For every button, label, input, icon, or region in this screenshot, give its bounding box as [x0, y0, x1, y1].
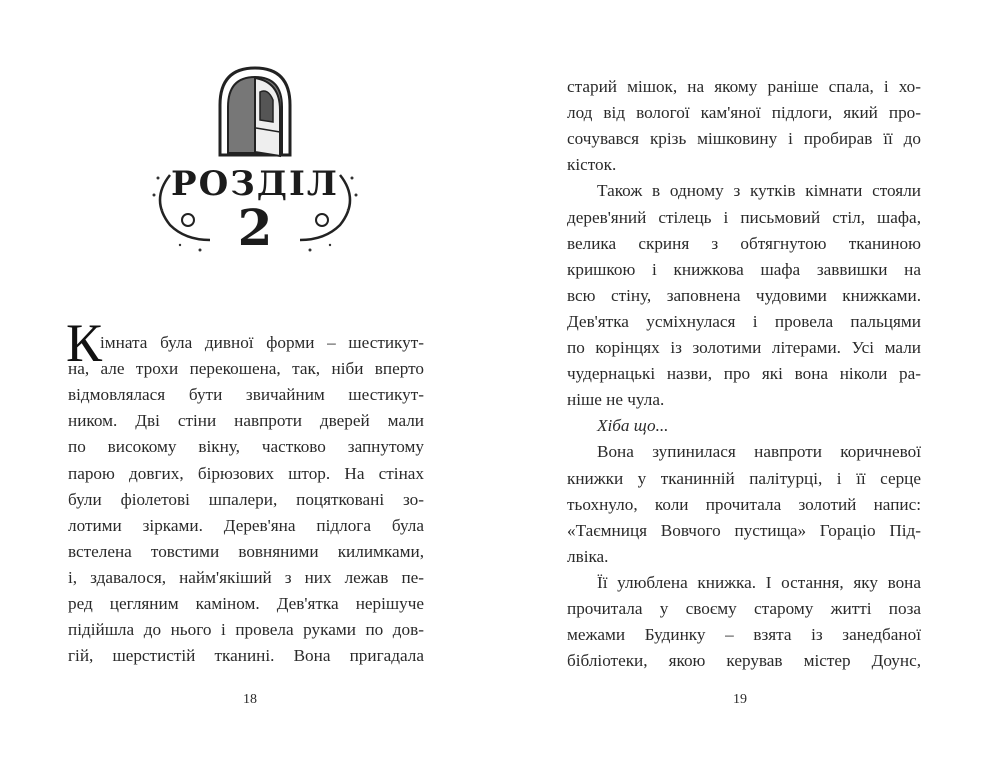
text-line: дерев'яний стілець і письмовий стіл, шафа,: [567, 207, 921, 227]
text-line: книжки у тканинній палітурці, і її серце: [567, 468, 921, 488]
text-line: межами Будинку – взята із занедбаної: [567, 625, 921, 645]
text-line: ніше не чула.: [567, 390, 665, 410]
text-line: парою довгих, бірюзових штор. На стінах: [68, 463, 424, 483]
left-page: [0, 0, 495, 762]
text-line: і, здавалося, найм'якіший з них лежав пе-: [68, 567, 424, 587]
text-line: Хіба що...: [597, 416, 669, 436]
text-line: тьохнуло, коли прочитала золотий напис:: [567, 494, 921, 514]
text-line: на, але трохи перекошена, так, ніби вперто: [68, 359, 424, 379]
drop-cap: К: [66, 313, 103, 373]
text-line: Вона зупинилася навпроти коричневої: [597, 442, 921, 462]
text-line: кришкою і книжкова шафа заввишки на: [567, 259, 921, 279]
chapter-heading: [140, 60, 370, 270]
page-number: 19: [733, 692, 747, 707]
text-line: старий мішок, на якому раніше спала, і хо-: [567, 77, 921, 96]
text-line: чудернацькі назви, про які вона ніколи ра-: [567, 364, 921, 384]
text-line: ником. Дві стіни навпроти дверей мали: [68, 411, 424, 431]
text-line: «Таємниця Вовчого пустища» Гораціо Під-: [567, 520, 921, 540]
text-line: були фіолетові шпалери, поцятковані зо-: [68, 489, 424, 509]
text-line: Її улюблена книжка. І остання, яку вона: [597, 572, 921, 592]
text-line: лотими зірками. Дерев'яна підлога була: [68, 515, 424, 535]
chapter-label: РОЗДІЛ: [171, 164, 339, 204]
text-line: ред цегляним каміном. Дев'ятка нерішуче: [68, 594, 424, 613]
text-line: імната була дивної форми – шестикут-: [100, 333, 424, 352]
page-number: 18: [243, 692, 257, 707]
text-line: сочувався крізь мішковину і пробирав її до: [567, 129, 921, 149]
text-line: встелена товстими вовняними килимками,: [68, 541, 424, 561]
text-line: лод від вологої кам'яної підлоги, який про-: [567, 103, 921, 123]
text-line: бібліотеки, якою керував містер Доунс,: [567, 651, 921, 671]
text-line: підійшла до нього і провела руками по дов-: [68, 620, 424, 640]
text-line: Також в одному з кутків кімнати стояли: [597, 181, 921, 201]
text-line: велика скриня з обтягнутою тканиною: [567, 233, 921, 253]
right-page: [495, 0, 991, 762]
text-line: відмовлялася бути звичайним шестикут-: [68, 385, 424, 405]
text-line: по високому вікну, частково запнутому: [68, 437, 424, 457]
text-line: лвіка.: [567, 546, 609, 566]
chapter-number: 2: [237, 198, 273, 257]
text-line: Дев'ятка усміхнулася і провела пальцями: [567, 311, 921, 331]
text-line: прочитала у своєму старому житті поза: [567, 599, 921, 618]
text-line: гій, шерстистій тканині. Вона пригадала: [68, 646, 424, 666]
text-line: по корінцях із золотими літерами. Усі мали: [567, 338, 921, 357]
text-line: всю стіну, заповнена чудовими книжками.: [567, 285, 921, 305]
text-line: кісток.: [567, 155, 617, 175]
